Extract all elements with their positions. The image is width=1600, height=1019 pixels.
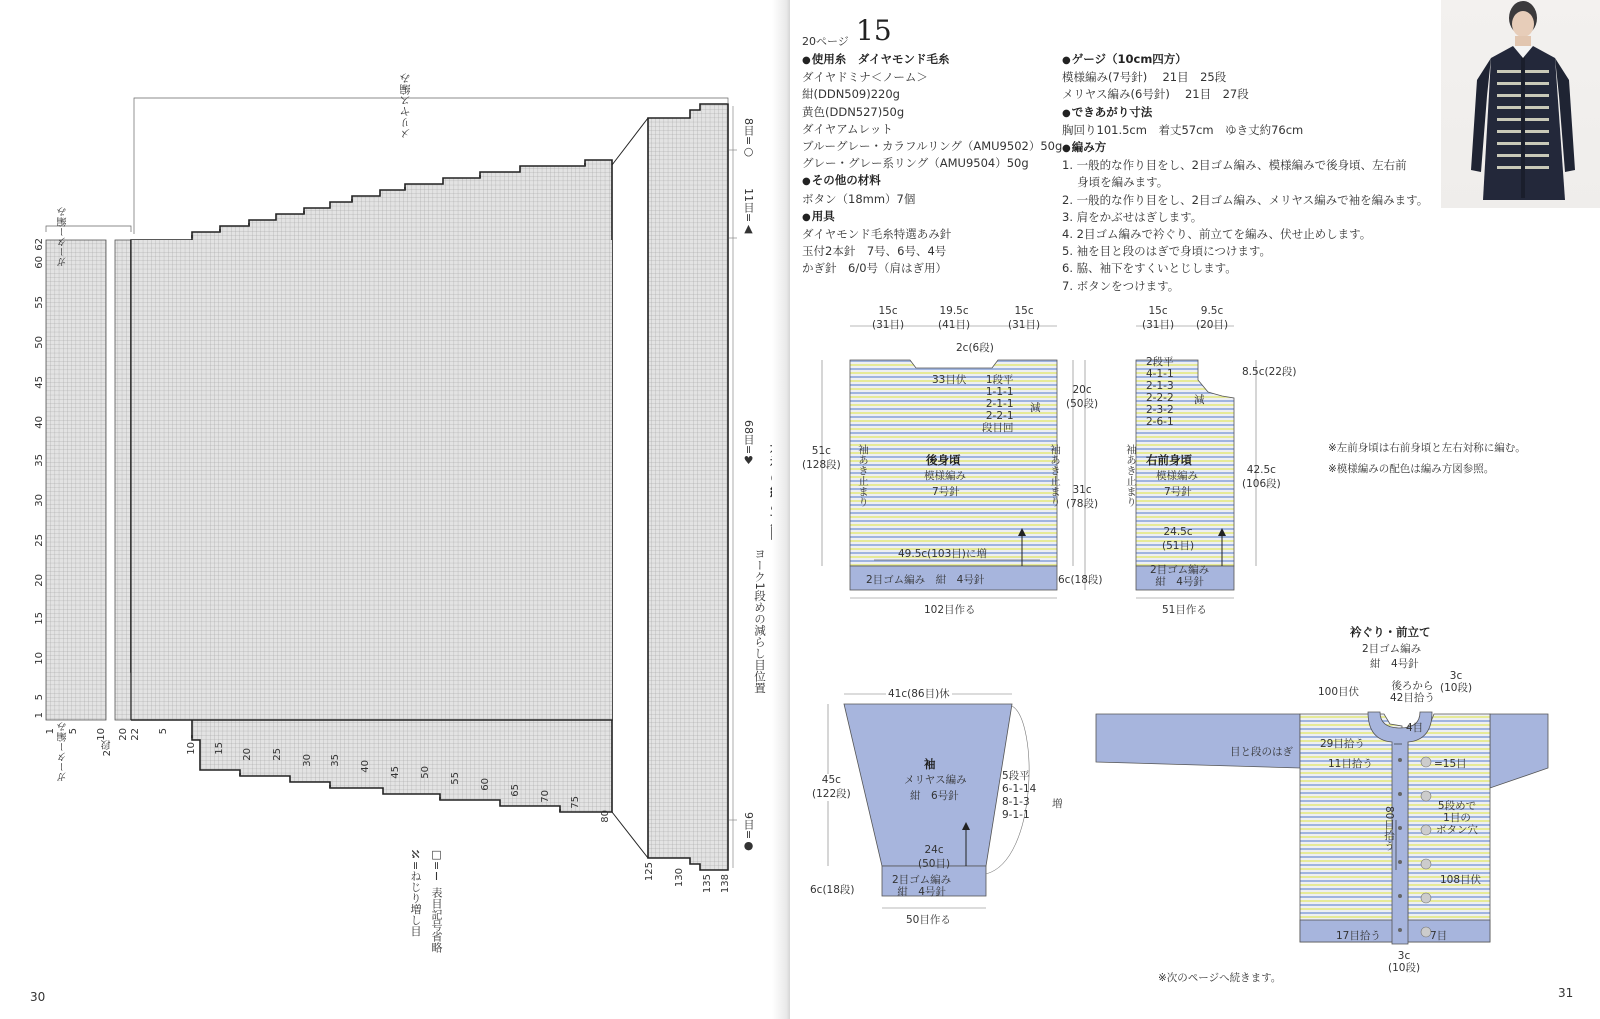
front-height: 42.5c (106段) — [1242, 464, 1281, 490]
left-page: メリヤス編み ガーター編み ガーター編み 2段 1 5 10 15 20 25 30 35 40 45 50 55 60 62 1 5 10 20 22 5 10 15 20 25 30 35 40 45 50 55 60 65 70 75 80 125 130 135 138 8目=○ 11目=▲ 68目=♥ 9目=● ヨーク1段めの減らし目位置 □=Ⅰ 表目記号省略 ℵ=ねじり増し目 30 — [0, 0, 790, 1019]
back-armhole-right: 袖あき止まり — [1049, 444, 1061, 507]
marker-9-label: 9目=● — [742, 812, 755, 853]
front-pattern: 模様編み — [1156, 470, 1198, 482]
right-page: 20ページ 15 ● 使用糸 ダイヤモンド毛糸 ダイヤドミナ＜ノーム＞ 紺(DDN509)220g 黄色(DDN527)50g ダイヤアムレット ブルーグレー・カラフルリング（AMU9502）50g グレー・グレー系リング（AMU9504）50g ● その他の材料 ボタン（18mm）7個 ● 用具 ダイヤモンド毛糸特選あみ針 玉付2本針 7号、6号、4号 かぎ針 6/0号（肩はぎ用） ● ゲージ（10cm四方） 模様編み(7号針) 21目 25段 メリヤス編み(6号針) 21目 27段 ● できあがり寸法 胸回り101.5cm 着丈57cm ゆき丈約76cm ● 編み方 1. 一般的な作り目をし、2目ゴム編み、模様編みで後身頃、左右前 身頃を編みます。 2. 一般的な作り目をし、2目ゴム編み、メリヤス編みで袖を編みます。 3. 肩をかぶせはぎします。 4. 2目ゴム編みで衿ぐり、前立てを編み、伏せ止めします。 5. 袖を目と段のはぎで身頃につけます。 6. 脇、袖下をすくいとじします。 7. ボタンをつけます。 ※左前身頃は右前身頃と左右対称に編む。 ※模様編みの配色は編み方図参照。 ※次のページへ続きます。 31 15c (31目) 19.5c (41目) 15c (31目) 2c(6段) 33目伏 1段平 1-1-1 2-1-1 2-2-1 段目回 減 51c (128段) 袖あき止まり 袖あき止まり 後身頃 模様編み 7号針 20c (50段) 31c (78段) 49.5c(103目)に増 2目ゴム編み 紺 4号針 6c(18段) 102目作る 15c (31目) 9.5c (20目) 8.5c(22段) 2段平 4-1-1 2-1-3 2-2-2 2-3-2 2-6-1 減 袖あき止まり 右前身頃 模様編み 7号針 42.5c (106段) 24.5c (51目) 2目ゴム編み 紺 4号針 51目作る 41c(86目)休 袖 メリヤス編み 紺 6号針 45c (122段) 5段平 6-1-14 8-1-3 9-1-1 増 24c (50目) 2目ゴム編み 紺 4号針 6c(18段) 50目作る 衿ぐり・前立て 2目ゴム編み 紺 4号針 100目伏 後ろから 42目拾う 3c (10段) 4目 29目拾う 目と段のはぎ 11目拾う =15目 80目拾う 5段めで 1目の ボタン穴 108目伏 17目拾う 7目 3c (10段) — [790, 0, 1600, 1019]
garter-bottom-label: ガーター編み — [58, 722, 69, 782]
collar-eq15: =15目 — [1434, 758, 1467, 770]
spec-line: ダイヤアムレット — [802, 121, 893, 136]
legend-twist: ℵ=ねじり増し目 — [409, 848, 422, 937]
back-rib-height: 6c(18段) — [1058, 574, 1103, 586]
marker-11-label: 11目=▲ — [742, 188, 755, 236]
continue-note: ※次のページへ続きます。 — [1158, 972, 1282, 984]
spec-line: かぎ針 6/0号（肩はぎ用） — [802, 261, 948, 276]
marker-8-label: 8目=○ — [742, 118, 755, 159]
collar-bind108: 108目伏 — [1440, 874, 1482, 886]
sleeve-top: 41c(86目)休 — [888, 688, 950, 700]
collar-seven: 7目 — [1430, 930, 1448, 942]
collar-buttonhole: 5段めで 1目の ボタン穴 — [1436, 800, 1478, 836]
spec-line: グレー・グレー系リング（AMU9504）50g — [802, 156, 1029, 171]
back-top-dim-1: 15c (31目) — [872, 305, 905, 331]
spec-line: 模様編み(7号針) 21目 25段 — [1062, 70, 1227, 85]
collar-bottom-dim: 3c (10段) — [1388, 950, 1421, 974]
spec-line: 紺(DDN509)220g — [802, 87, 900, 102]
collar-pick29: 29目拾う — [1320, 738, 1365, 750]
page-ref: 20ページ — [802, 35, 849, 48]
assembled-sleeve-left — [1096, 714, 1300, 768]
spec-line: ダイヤドミナ＜ノーム＞ — [802, 70, 928, 85]
back-needle: 7号針 — [932, 486, 960, 498]
spec-heading: ● 編み方 — [1062, 139, 1428, 157]
collar-pick11: 11目拾う — [1328, 758, 1373, 770]
spec-line: 6. 脇、袖下をすくいとじします。 — [1062, 261, 1237, 276]
garment-diagrams — [790, 0, 1600, 1019]
back-title: 後身頃 — [926, 453, 961, 467]
sleeve-inc-label: 増 — [1052, 798, 1063, 810]
pattern-number: 15 — [856, 14, 892, 47]
back-dec-label: 減 — [1030, 402, 1041, 414]
collar-four: 4目 — [1406, 722, 1424, 734]
spec-line: 2. 一般的な作り目をし、2目ゴム編み、メリヤス編みで袖を編みます。 — [1062, 192, 1429, 207]
garter-block — [46, 240, 106, 720]
front-rib: 2目ゴム編み 紺 4号針 — [1150, 564, 1210, 588]
spec-line: 4. 2目ゴム編みで衿ぐり、前立てを編み、伏せ止めします。 — [1062, 227, 1372, 242]
back-bind-off: 33目伏 — [932, 374, 967, 386]
sleeve-cast-on: 50目作る — [906, 914, 951, 926]
back-neck-depth: 2c(6段) — [956, 342, 994, 354]
garter-2-block — [115, 240, 131, 720]
spec-line: ブルーグレー・カラフルリング（AMU9502）50g — [802, 139, 1063, 154]
spec-line: 黄色(DDN527)50g — [802, 104, 905, 119]
back-top-dim-2: 19.5c (41目) — [938, 305, 971, 331]
collar-pick80: 80目拾う — [1383, 806, 1395, 851]
legend-knit: □=Ⅰ 表目記号省略 — [430, 848, 443, 953]
sleeve-height: 45c (122段) — [812, 774, 851, 800]
page-number-right: 31 — [1558, 986, 1574, 1000]
collar-pick17: 17目拾う — [1336, 930, 1381, 942]
back-pattern: 模様編み — [924, 470, 966, 482]
front-needle: 7号針 — [1164, 486, 1192, 498]
garter-top-label: ガーター編み — [58, 207, 69, 267]
spec-line: 身頃を編みます。 — [1062, 175, 1169, 190]
spec-line: ダイヤモンド毛糸特選あみ針 — [802, 227, 952, 242]
sleeve-color-needle: 紺 6号針 — [910, 790, 959, 802]
collar-sub2: 紺 4号針 — [1370, 658, 1419, 670]
front-width: 24.5c (51目) — [1162, 526, 1195, 552]
sleeve-rib: 2目ゴム編み 紺 4号針 — [892, 874, 952, 898]
back-dec-rules: 1段平 1-1-1 2-1-1 2-2-1 段目回 — [982, 374, 1014, 434]
assembled-sleeve-right — [1490, 714, 1548, 788]
spec-line: 7. ボタンをつけます。 — [1062, 278, 1180, 293]
front-armhole: 袖あき止まり — [1125, 444, 1137, 507]
collar-sub1: 2目ゴム編み — [1362, 643, 1422, 655]
spec-heading: ● 用具 — [802, 208, 1062, 226]
spec-heading: ● 使用糸 ダイヤモンド毛糸 — [802, 51, 1062, 69]
back-side-upper: 20c (50段) — [1066, 384, 1099, 410]
collar-back-pick: 後ろから 42目拾う — [1390, 680, 1435, 704]
spec-line: 5. 袖を目と段のはぎで身頃につけます。 — [1062, 244, 1271, 259]
sleeve-rib-height: 6c(18段) — [810, 884, 855, 896]
spec-line: 玉付2本針 7号、6号、4号 — [802, 244, 947, 259]
sleeve-chart — [0, 0, 790, 1019]
spec-heading: ● できあがり寸法 — [1062, 104, 1428, 122]
sleeve-bottom: 24c (50目) — [918, 844, 951, 870]
marker-68-label: 68目=♥ — [742, 420, 755, 468]
front-dec-rules: 2段平 4-1-1 2-1-3 2-2-2 2-3-2 2-6-1 — [1146, 356, 1174, 428]
collar-join: 目と段のはぎ — [1230, 746, 1293, 758]
back-increase: 49.5c(103目)に増 — [898, 548, 987, 560]
sleeve-title: 袖 — [924, 757, 936, 771]
spec-line: ボタン（18mm）7個 — [802, 191, 916, 206]
front-title: 右前身頃 — [1146, 453, 1192, 467]
back-cast-on: 102目作る — [924, 604, 976, 616]
back-height: 51c (128段) — [802, 445, 841, 471]
collar-title: 衿ぐり・前立て — [1350, 625, 1431, 639]
sleeve-inc-rules: 5段平 6-1-14 8-1-3 9-1-1 — [1002, 770, 1037, 821]
meriyasu-label: メリヤス編み — [399, 73, 412, 139]
yoke-block — [648, 104, 728, 870]
spec-line: 胸回り101.5cm 着丈57cm ゆき丈約76cm — [1062, 122, 1304, 137]
garter-2dan-label: 2段 — [102, 740, 113, 757]
spec-heading: ● その他の材料 — [802, 172, 1062, 190]
front-top-dim-1: 15c (31目) — [1142, 305, 1175, 331]
sleeve-pattern: メリヤス編み — [904, 774, 967, 786]
back-armhole-left: 袖あき止まり — [857, 444, 869, 507]
back-side-lower: 31c (78段) — [1066, 484, 1099, 510]
spec-line: 3. 肩をかぶせはぎします。 — [1062, 209, 1203, 224]
front-dec-label: 減 — [1194, 394, 1205, 406]
collar-bind-off: 100目伏 — [1318, 686, 1360, 698]
collar-top-dim: 3c (10段) — [1440, 670, 1473, 694]
yoke-note: ヨーク1段めの減らし目位置 — [753, 548, 767, 694]
page-number-left: 30 — [30, 990, 46, 1004]
front-cast-on: 51目作る — [1162, 604, 1207, 616]
front-neck-depth: 8.5c(22段) — [1242, 366, 1297, 378]
spec-line: メリヤス編み(6号針) 21目 27段 — [1062, 87, 1249, 102]
spec-line: 1. 一般的な作り目をし、2目ゴム編み、模様編みで後身頃、左右前 — [1062, 158, 1407, 173]
spec-heading: ● ゲージ（10cm四方） — [1062, 51, 1428, 69]
front-top-dim-2: 9.5c (20目) — [1196, 305, 1229, 331]
back-top-dim-3: 15c (31目) — [1008, 305, 1041, 331]
back-rib: 2目ゴム編み 紺 4号針 — [866, 574, 985, 586]
